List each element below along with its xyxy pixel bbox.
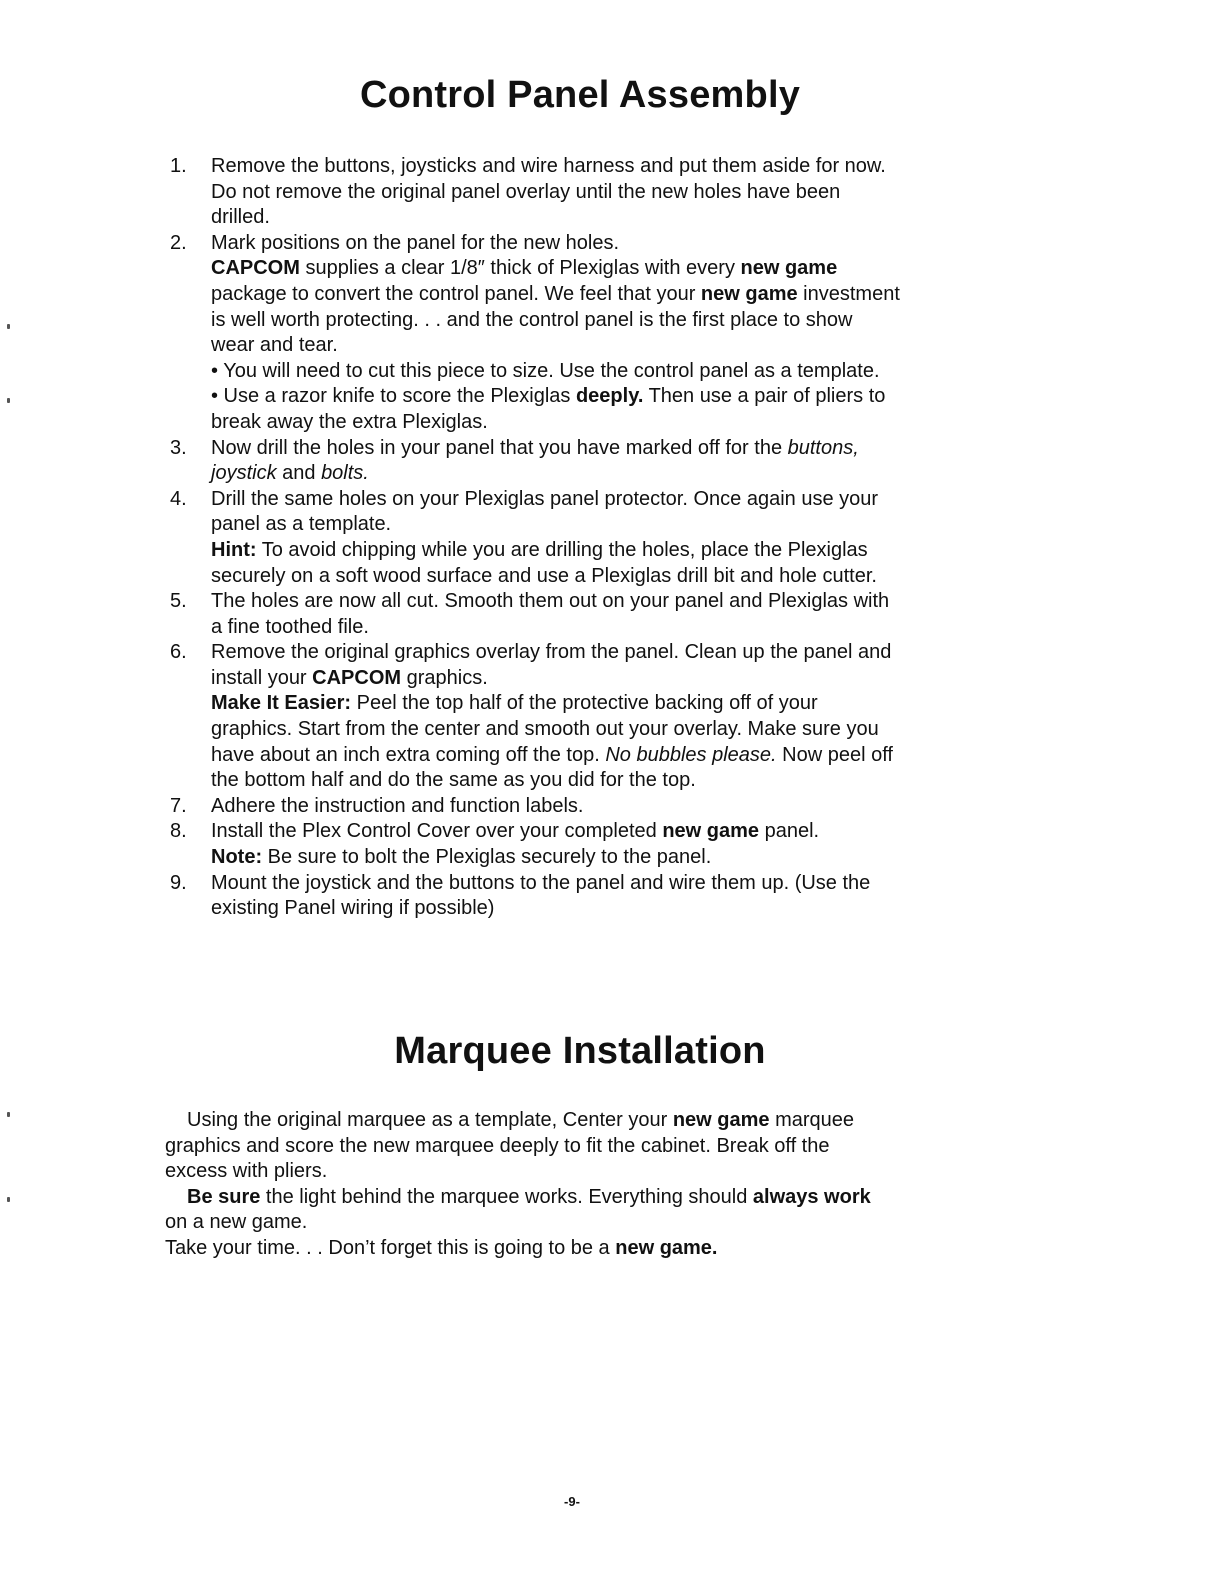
step-line xyxy=(211,794,1070,820)
text-run: existing Panel wiring if possible) xyxy=(211,897,495,920)
text-run: Peel the top half of the protective backing off of your xyxy=(351,692,818,715)
italic-text: No bubbles please. xyxy=(605,743,777,766)
page-number: -9- xyxy=(564,1494,580,1509)
assembly-steps-list xyxy=(170,154,1070,922)
text-run: Install the Plex Control Cover over your completed xyxy=(211,820,663,843)
text-run: break away the extra Plexiglas. xyxy=(211,410,488,433)
text-run: is well worth protecting. . . and the control panel is the first place to show xyxy=(211,308,853,331)
text-run: the bottom half and do the same as you did for the top. xyxy=(211,769,696,792)
bold-text: new game. xyxy=(615,1236,718,1259)
text-run: Using the original marquee as a template, Center your xyxy=(187,1109,673,1131)
step-number: 6. xyxy=(170,641,187,664)
paragraph-line xyxy=(165,1134,1065,1160)
step-line xyxy=(211,282,1070,308)
text-run: supplies a clear 1/8″ thick of Plexiglas with every xyxy=(299,257,741,280)
bold-text: always work xyxy=(752,1185,871,1208)
step-line xyxy=(211,205,1070,231)
text-run: have about an inch extra coming off the top. xyxy=(211,743,606,766)
bold-text: new game xyxy=(672,1109,770,1131)
step-line xyxy=(211,436,1070,462)
marquee-instructions xyxy=(165,1108,1065,1262)
step-item xyxy=(170,436,1070,487)
step-line xyxy=(211,845,1070,871)
scan-speck xyxy=(7,324,10,329)
text-run: The holes are now all cut. Smooth them out on your panel and Plexiglas with xyxy=(211,590,890,613)
step-line xyxy=(211,512,1070,538)
bold-text: new game xyxy=(700,282,798,305)
step-line xyxy=(211,461,1070,487)
bold-text: Note: xyxy=(211,846,263,869)
text-run: securely on a soft wood surface and use a Plexiglas drill bit and hole cutter. xyxy=(211,564,877,587)
step-item xyxy=(170,154,1070,231)
step-line xyxy=(211,359,1070,385)
scan-speck xyxy=(7,1197,10,1202)
step-line xyxy=(211,896,1070,922)
text-run: Take your time. . . Don’t forget this is going to be a xyxy=(165,1236,616,1259)
text-run: Now drill the holes in your panel that you have marked off for the xyxy=(211,436,788,459)
section-title: Marquee Installation xyxy=(394,1030,766,1072)
text-run: graphics. Start from the center and smooth out your overlay. Make sure you xyxy=(211,718,879,741)
step-item xyxy=(170,589,1070,640)
step-line xyxy=(211,691,1070,717)
text-run: Now peel off xyxy=(776,743,893,766)
bold-text: new game xyxy=(662,820,760,843)
text-run: • Use a razor knife to score the Plexiglas xyxy=(211,385,576,408)
step-line xyxy=(211,666,1070,692)
text-run: panel as a template. xyxy=(211,513,392,536)
step-line xyxy=(211,308,1070,334)
text-run: the light behind the marquee works. Everything should xyxy=(260,1185,753,1208)
step-line xyxy=(211,256,1070,282)
text-run: Then use a pair of pliers to xyxy=(643,385,886,408)
step-line xyxy=(211,333,1070,359)
step-item xyxy=(170,819,1070,870)
paragraph-line xyxy=(165,1236,1065,1262)
step-line xyxy=(211,538,1070,564)
step-item xyxy=(170,487,1070,589)
text-run: Do not remove the original panel overlay until the new holes have been xyxy=(211,180,841,203)
paragraph-line xyxy=(165,1159,1065,1185)
step-number: 5. xyxy=(170,590,187,613)
step-number: 1. xyxy=(170,155,187,177)
step-number: 3. xyxy=(170,436,187,459)
text-run: on a new game. xyxy=(165,1211,308,1234)
step-line xyxy=(211,410,1070,436)
step-item xyxy=(170,871,1070,922)
step-number: 8. xyxy=(170,820,187,843)
bold-text: Hint: xyxy=(211,538,257,561)
text-run: marquee xyxy=(769,1109,855,1131)
step-line xyxy=(211,615,1070,641)
step-number: 2. xyxy=(170,231,187,254)
bold-text: CAPCOM xyxy=(211,257,300,280)
text-run: a fine toothed file. xyxy=(211,615,369,638)
bold-text: Make It Easier: xyxy=(211,692,352,715)
step-line xyxy=(211,231,1070,257)
text-run: • You will need to cut this piece to size. Use the control panel as a template. xyxy=(211,359,880,382)
bold-text: deeply. xyxy=(575,385,644,408)
step-line xyxy=(211,487,1070,513)
text-run: install your xyxy=(211,666,313,689)
text-run: investment xyxy=(797,282,900,305)
step-number: 7. xyxy=(170,794,187,817)
bold-text: new game xyxy=(740,257,838,280)
text-run: wear and tear. xyxy=(211,334,338,357)
step-line xyxy=(211,717,1070,743)
step-item xyxy=(170,794,1070,820)
text-run: Drill the same holes on your Plexiglas panel protector. Once again use your xyxy=(211,487,879,510)
step-number: 4. xyxy=(170,487,187,510)
paragraph-line xyxy=(165,1185,1065,1211)
italic-text: buttons, xyxy=(787,436,859,459)
step-line xyxy=(211,768,1070,794)
step-line xyxy=(211,589,1070,615)
italic-text: bolts. xyxy=(321,462,369,485)
text-run: panel. xyxy=(759,820,820,843)
scan-speck xyxy=(7,398,10,403)
text-run: package to convert the control panel. We feel that your xyxy=(211,282,701,305)
step-line xyxy=(211,871,1070,897)
step-line xyxy=(211,819,1070,845)
paragraph-line xyxy=(165,1210,1065,1236)
step-line xyxy=(211,180,1070,206)
step-line xyxy=(211,154,1070,180)
text-run: drilled. xyxy=(211,206,270,229)
text-run: Remove the buttons, joysticks and wire harness and put them aside for now. xyxy=(211,155,886,177)
page-title: Control Panel Assembly xyxy=(359,74,801,116)
paragraph-line xyxy=(165,1108,1065,1134)
text-run: To avoid chipping while you are drilling the holes, place the Plexiglas xyxy=(256,538,868,561)
step-line xyxy=(211,640,1070,666)
step-item xyxy=(170,640,1070,794)
text-run: excess with pliers. xyxy=(165,1160,328,1183)
scan-speck xyxy=(7,1112,10,1117)
bold-text: Be sure xyxy=(187,1185,261,1208)
step-item xyxy=(170,231,1070,436)
text-run: Be sure to bolt the Plexiglas securely to the panel. xyxy=(262,846,712,869)
text-run: Remove the original graphics overlay from the panel. Clean up the panel and xyxy=(211,641,892,664)
step-line xyxy=(211,384,1070,410)
text-run: graphics and score the new marquee deeply to fit the cabinet. Break off the xyxy=(165,1134,830,1157)
text-run: and xyxy=(276,462,322,485)
text-run: Adhere the instruction and function labels. xyxy=(211,794,584,817)
step-line xyxy=(211,564,1070,590)
text-run: Mount the joystick and the buttons to the panel and wire them up. (Use the xyxy=(211,871,871,894)
step-line xyxy=(211,743,1070,769)
italic-text: joystick xyxy=(211,462,277,485)
bold-text: CAPCOM xyxy=(312,666,402,689)
step-number: 9. xyxy=(170,871,187,894)
text-run: Mark positions on the panel for the new holes. xyxy=(211,231,620,254)
text-run: graphics. xyxy=(401,666,488,689)
